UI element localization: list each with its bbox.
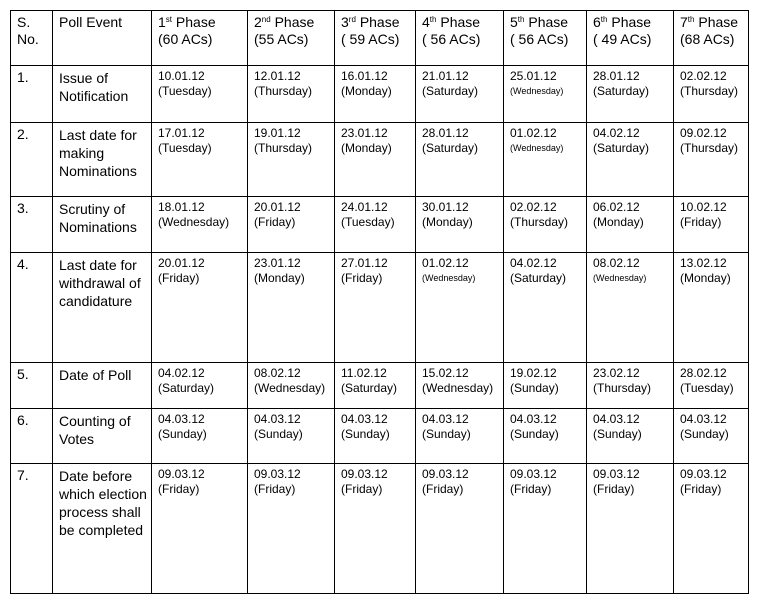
weekday-value: (Sunday) xyxy=(510,427,559,441)
weekday-value: (Sunday) xyxy=(680,427,729,441)
date-cell xyxy=(504,363,587,409)
weekday-value: (Friday) xyxy=(510,482,552,496)
weekday-value: (Friday) xyxy=(341,271,383,285)
weekday-value: (Friday) xyxy=(422,482,464,496)
weekday-value: (Wednesday) xyxy=(158,215,230,229)
phase-acs: (68 ACs) xyxy=(680,31,735,47)
phase-title: 3rd Phase xyxy=(341,14,400,30)
row-number: 3. xyxy=(11,197,53,253)
date-value: 01.02.12 xyxy=(510,126,557,140)
date-value: 09.02.12 xyxy=(680,126,727,140)
header-row xyxy=(11,11,749,66)
poll-event-label: Last date for withdrawal of candidature xyxy=(53,253,152,363)
ordinal-suffix: nd xyxy=(261,15,271,24)
date-cell xyxy=(674,197,749,253)
date-value: 28.02.12 xyxy=(680,366,727,380)
weekday-value: (Tuesday) xyxy=(158,141,212,155)
date-cell xyxy=(416,363,504,409)
date-value: 17.01.12 xyxy=(158,126,205,140)
date-cell xyxy=(416,123,504,197)
phase-acs: ( 56 ACs) xyxy=(510,31,569,47)
row-number: 4. xyxy=(11,253,53,363)
phase-title: 4th Phase xyxy=(422,14,481,30)
date-cell xyxy=(416,197,504,253)
weekday-value: (Friday) xyxy=(254,482,296,496)
date-value: 28.01.12 xyxy=(422,126,469,140)
date-value: 27.01.12 xyxy=(341,256,388,270)
date-value: 25.01.12 xyxy=(510,69,557,83)
date-value: 02.02.12 xyxy=(680,69,727,83)
phase-title: 6th Phase xyxy=(593,14,652,30)
date-cell xyxy=(674,409,749,464)
weekday-value: (Friday) xyxy=(158,482,200,496)
date-value: 28.01.12 xyxy=(593,69,640,83)
weekday-value: (Friday) xyxy=(341,482,383,496)
date-cell xyxy=(587,123,674,197)
weekday-value: (Tuesday) xyxy=(341,215,395,229)
date-value: 21.01.12 xyxy=(422,69,469,83)
weekday-value: (Wednesday) xyxy=(422,273,476,283)
weekday-value: (Sunday) xyxy=(422,427,471,441)
date-value: 04.03.12 xyxy=(341,412,388,426)
phase-title: 2nd Phase xyxy=(254,14,315,30)
weekday-value: (Thursday) xyxy=(254,84,313,98)
date-cell xyxy=(504,464,587,594)
date-cell xyxy=(248,123,335,197)
weekday-value: (Friday) xyxy=(158,271,200,285)
date-cell xyxy=(504,253,587,363)
date-cell xyxy=(248,253,335,363)
weekday-value: (Sunday) xyxy=(254,427,303,441)
date-value: 20.01.12 xyxy=(158,256,205,270)
row-number: 7. xyxy=(11,464,53,594)
weekday-value: (Sunday) xyxy=(341,427,390,441)
date-value: 09.03.12 xyxy=(158,467,205,481)
weekday-value: (Friday) xyxy=(593,482,635,496)
date-cell xyxy=(152,66,248,123)
date-value: 23.02.12 xyxy=(593,366,640,380)
table-body xyxy=(11,66,749,594)
poll-event-label: Date before which election process shall be completed xyxy=(53,464,152,594)
weekday-value: (Wednesday) xyxy=(254,381,326,395)
phase-acs: ( 59 ACs) xyxy=(341,31,400,47)
ordinal-suffix: th xyxy=(429,15,437,24)
date-cell xyxy=(416,253,504,363)
weekday-value: (Thursday) xyxy=(680,84,739,98)
date-value: 11.02.12 xyxy=(341,366,387,380)
weekday-value: (Wednesday) xyxy=(422,381,494,395)
ordinal-suffix: th xyxy=(600,15,608,24)
date-cell xyxy=(416,464,504,594)
weekday-value: (Saturday) xyxy=(593,84,650,98)
weekday-value: (Wednesday) xyxy=(593,273,647,283)
poll-event-label: Date of Poll xyxy=(53,363,152,409)
date-cell xyxy=(335,409,416,464)
phase-header xyxy=(416,11,504,66)
poll-event-label: Scrutiny of Nominations xyxy=(53,197,152,253)
date-value: 04.02.12 xyxy=(593,126,640,140)
date-cell xyxy=(248,363,335,409)
date-cell xyxy=(335,363,416,409)
date-value: 04.03.12 xyxy=(593,412,640,426)
date-cell xyxy=(152,464,248,594)
date-cell xyxy=(152,409,248,464)
date-value: 04.03.12 xyxy=(254,412,301,426)
weekday-value: (Thursday) xyxy=(593,381,652,395)
weekday-value: (Monday) xyxy=(680,271,731,285)
phase-header xyxy=(674,11,749,66)
row-number: 1. xyxy=(11,66,53,123)
weekday-value: (Monday) xyxy=(254,271,305,285)
weekday-value: (Monday) xyxy=(341,84,392,98)
ordinal-suffix: rd xyxy=(348,15,356,24)
date-cell xyxy=(587,197,674,253)
phase-header xyxy=(587,11,674,66)
date-value: 08.02.12 xyxy=(254,366,301,380)
date-value: 09.03.12 xyxy=(510,467,557,481)
date-value: 19.02.12 xyxy=(510,366,557,380)
ordinal-suffix: th xyxy=(517,15,525,24)
date-cell xyxy=(335,123,416,197)
phase-header xyxy=(335,11,416,66)
date-value: 13.02.12 xyxy=(680,256,727,270)
date-cell xyxy=(674,123,749,197)
ordinal-suffix: st xyxy=(165,15,173,24)
poll-event-header: Poll Event xyxy=(53,11,152,66)
date-value: 06.02.12 xyxy=(593,200,640,214)
date-value: 16.01.12 xyxy=(341,69,388,83)
date-value: 09.03.12 xyxy=(593,467,640,481)
date-value: 04.03.12 xyxy=(680,412,727,426)
date-cell xyxy=(504,66,587,123)
weekday-value: (Thursday) xyxy=(254,141,313,155)
date-cell xyxy=(416,409,504,464)
date-value: 10.02.12 xyxy=(680,200,727,214)
weekday-value: (Saturday) xyxy=(510,271,567,285)
date-value: 12.01.12 xyxy=(254,69,301,83)
weekday-value: (Monday) xyxy=(422,215,473,229)
date-value: 04.03.12 xyxy=(158,412,205,426)
poll-event-label: Counting of Votes xyxy=(53,409,152,464)
date-value: 10.01.12 xyxy=(158,69,205,83)
date-value: 04.02.12 xyxy=(158,366,205,380)
date-cell xyxy=(416,66,504,123)
date-cell xyxy=(248,409,335,464)
weekday-value: (Saturday) xyxy=(158,381,215,395)
weekday-value: (Tuesday) xyxy=(680,381,734,395)
phase-title: 1st Phase xyxy=(158,14,216,30)
date-value: 09.03.12 xyxy=(422,467,469,481)
weekday-value: (Friday) xyxy=(680,482,722,496)
weekday-value: (Wednesday) xyxy=(510,86,564,96)
table-row xyxy=(11,123,749,197)
weekday-value: (Saturday) xyxy=(341,381,398,395)
date-value: 04.03.12 xyxy=(510,412,557,426)
weekday-value: (Sunday) xyxy=(510,381,559,395)
row-number: 2. xyxy=(11,123,53,197)
date-value: 04.03.12 xyxy=(422,412,469,426)
date-cell xyxy=(504,409,587,464)
weekday-value: (Wednesday) xyxy=(510,143,564,153)
weekday-value: (Saturday) xyxy=(422,141,479,155)
sno-header: S. No. xyxy=(11,11,53,66)
date-cell xyxy=(335,464,416,594)
phase-title: 5th Phase xyxy=(510,14,569,30)
date-cell xyxy=(504,197,587,253)
date-value: 04.02.12 xyxy=(510,256,557,270)
date-cell xyxy=(587,409,674,464)
date-cell xyxy=(674,363,749,409)
weekday-value: (Sunday) xyxy=(593,427,642,441)
date-cell xyxy=(674,66,749,123)
row-number: 5. xyxy=(11,363,53,409)
date-cell xyxy=(335,197,416,253)
date-cell xyxy=(248,197,335,253)
date-cell xyxy=(587,464,674,594)
date-value: 23.01.12 xyxy=(341,126,388,140)
ordinal-suffix: th xyxy=(687,15,695,24)
date-cell xyxy=(152,197,248,253)
date-cell xyxy=(248,464,335,594)
poll-event-label: Issue of Notification xyxy=(53,66,152,123)
phase-acs: (55 ACs) xyxy=(254,31,309,47)
weekday-value: (Tuesday) xyxy=(158,84,212,98)
weekday-value: (Friday) xyxy=(254,215,296,229)
date-value: 23.01.12 xyxy=(254,256,301,270)
date-value: 18.01.12 xyxy=(158,200,205,214)
date-cell xyxy=(587,253,674,363)
date-value: 30.01.12 xyxy=(422,200,469,214)
weekday-value: (Thursday) xyxy=(680,141,739,155)
table-row xyxy=(11,363,749,409)
phase-acs: ( 56 ACs) xyxy=(422,31,481,47)
weekday-value: (Monday) xyxy=(341,141,392,155)
date-cell xyxy=(335,253,416,363)
date-cell xyxy=(152,253,248,363)
phase-header xyxy=(248,11,335,66)
election-schedule-table xyxy=(10,10,749,594)
date-value: 01.02.12 xyxy=(422,256,469,270)
date-cell xyxy=(504,123,587,197)
phase-title: 7th Phase xyxy=(680,14,739,30)
weekday-value: (Saturday) xyxy=(593,141,650,155)
date-cell xyxy=(335,66,416,123)
date-value: 08.02.12 xyxy=(593,256,640,270)
weekday-value: (Friday) xyxy=(680,215,722,229)
weekday-value: (Sunday) xyxy=(158,427,207,441)
date-value: 02.02.12 xyxy=(510,200,557,214)
table-row xyxy=(11,464,749,594)
table-row xyxy=(11,66,749,123)
table-row xyxy=(11,253,749,363)
row-number: 6. xyxy=(11,409,53,464)
date-value: 09.03.12 xyxy=(341,467,388,481)
phase-acs: (60 ACs) xyxy=(158,31,213,47)
date-cell xyxy=(587,363,674,409)
table-row xyxy=(11,409,749,464)
weekday-value: (Thursday) xyxy=(510,215,569,229)
date-cell xyxy=(152,123,248,197)
date-cell xyxy=(587,66,674,123)
date-value: 15.02.12 xyxy=(422,366,469,380)
phase-header xyxy=(504,11,587,66)
date-cell xyxy=(674,464,749,594)
poll-event-label: Last date for making Nominations xyxy=(53,123,152,197)
weekday-value: (Saturday) xyxy=(422,84,479,98)
date-value: 24.01.12 xyxy=(341,200,388,214)
weekday-value: (Monday) xyxy=(593,215,644,229)
date-value: 09.03.12 xyxy=(680,467,727,481)
date-value: 20.01.12 xyxy=(254,200,301,214)
phase-header xyxy=(152,11,248,66)
date-cell xyxy=(248,66,335,123)
date-cell xyxy=(674,253,749,363)
date-cell xyxy=(152,363,248,409)
phase-acs: ( 49 ACs) xyxy=(593,31,652,47)
date-value: 09.03.12 xyxy=(254,467,301,481)
date-value: 19.01.12 xyxy=(254,126,301,140)
table-row xyxy=(11,197,749,253)
